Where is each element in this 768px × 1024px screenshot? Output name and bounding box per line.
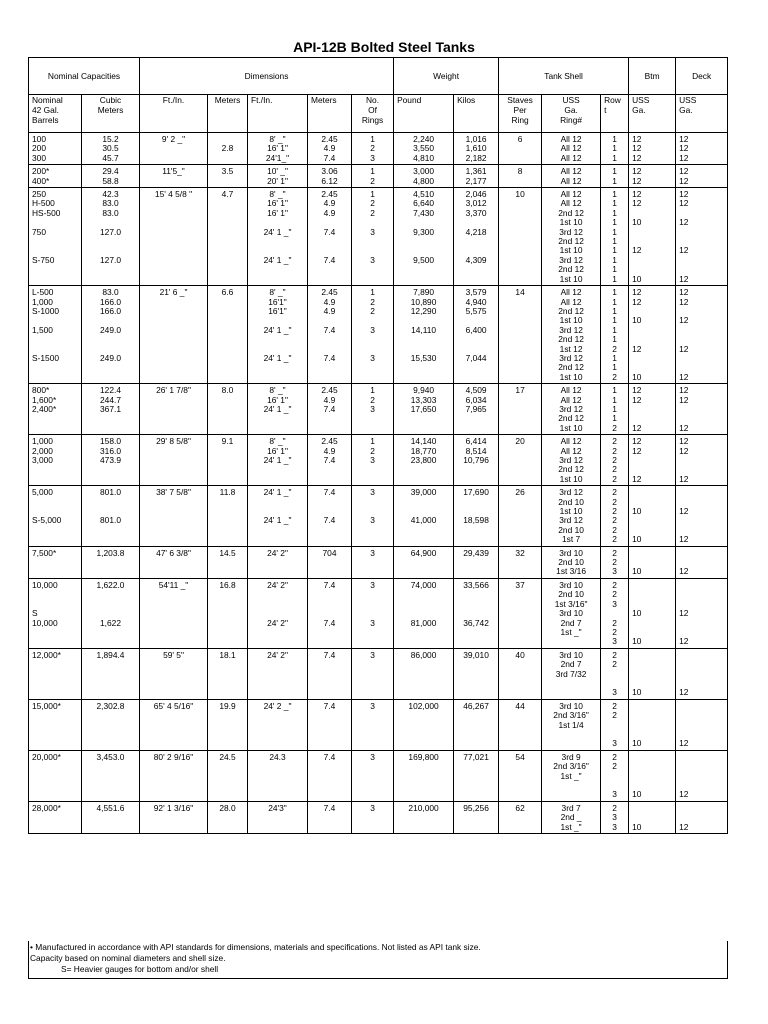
- group-header-tank-shell: Tank Shell: [499, 58, 629, 95]
- cell-nominal-barrels: 10,000 S 10,000: [29, 578, 82, 648]
- cell-cubic-meters: 15.2 30.5 45.7: [82, 133, 140, 165]
- cell-height-ftin: 8' _" 16' 1" 16' 1" 24' 1 _" 24' 1 _": [248, 188, 308, 286]
- sub-header-uss-ga-ring: USS Ga. Ring#: [542, 95, 601, 133]
- cell-btm-uss-ga: 10 10: [629, 578, 676, 648]
- cell-deck-uss-ga: 12 12 12 12 12: [676, 286, 728, 384]
- cell-staves-per-ring: 44: [499, 699, 542, 750]
- cell-weight-kilos: 1,361 2,177: [454, 165, 499, 188]
- sub-header-height-meters: Meters: [308, 95, 352, 133]
- cell-height-ftin: 24' 2 _": [248, 699, 308, 750]
- cell-weight-kilos: 95,256: [454, 801, 499, 833]
- cell-deck-uss-ga: 12: [676, 801, 728, 833]
- cell-row: 2 2 3: [601, 699, 629, 750]
- sub-header-diameter-meters: Meters: [208, 95, 248, 133]
- cell-uss-ga-ring: All 12 All 12 2nd 12 1st 10 3rd 12 2nd 12 1st 12 3rd 12 2nd 12 1st 10: [542, 286, 601, 384]
- cell-uss-ga-ring: All 12 All 12 3rd 12 2nd 12 1st 10: [542, 435, 601, 486]
- cell-nominal-barrels: 28,000*: [29, 801, 82, 833]
- cell-btm-uss-ga: 12 12 10 12 10: [629, 286, 676, 384]
- group-header-deck: Deck: [676, 58, 728, 95]
- cell-weight-pound: 4,510 6,640 7,430 9,300 9,500: [394, 188, 454, 286]
- sub-header-rings: No. Of Rings: [352, 95, 394, 133]
- cell-btm-uss-ga: 10: [629, 546, 676, 578]
- cell-rings: 3 3: [352, 486, 394, 546]
- cell-deck-uss-ga: 12: [676, 546, 728, 578]
- cell-rings: 3: [352, 699, 394, 750]
- table-row: [29, 750, 728, 801]
- cell-row: 1 1 1 1 1 1 1 1 1 1: [601, 188, 629, 286]
- cell-height-ftin: 8' _" 16' 1" 24' 1 _": [248, 384, 308, 435]
- cell-diameter-ftin: 38' 7 5/8": [140, 486, 208, 546]
- table-row: [29, 165, 728, 188]
- sub-header-height-ftin: Ft./In.: [248, 95, 308, 133]
- cell-diameter-meters: 16.8: [208, 578, 248, 648]
- cell-uss-ga-ring: 3rd 12 2nd 10 1st 10 3rd 12 2nd 10 1st 7: [542, 486, 601, 546]
- cell-height-ftin: 24' 2": [248, 648, 308, 699]
- sub-header-btm-uss-ga: USS Ga.: [629, 95, 676, 133]
- cell-cubic-meters: 3,453.0: [82, 750, 140, 801]
- cell-height-meters: 7.4 7.4: [308, 486, 352, 546]
- cell-cubic-meters: 801.0 801.0: [82, 486, 140, 546]
- cell-weight-kilos: 29,439: [454, 546, 499, 578]
- cell-staves-per-ring: 37: [499, 578, 542, 648]
- cell-weight-kilos: 2,046 3,012 3,370 4,218 4,309: [454, 188, 499, 286]
- cell-cubic-meters: 2,302.8: [82, 699, 140, 750]
- cell-row: 1 1 1 1 2: [601, 384, 629, 435]
- cell-cubic-meters: 158.0 316.0 473.9: [82, 435, 140, 486]
- table-row: [29, 133, 728, 165]
- group-header-dimensions: Dimensions: [140, 58, 394, 95]
- sub-header-cubic-meters: Cubic Meters: [82, 95, 140, 133]
- cell-uss-ga-ring: 3rd 10 2nd 7 3rd 7/32: [542, 648, 601, 699]
- cell-weight-pound: 210,000: [394, 801, 454, 833]
- cell-diameter-meters: 18.1: [208, 648, 248, 699]
- cell-deck-uss-ga: 12 12: [676, 165, 728, 188]
- cell-weight-pound: 39,000 41,000: [394, 486, 454, 546]
- cell-staves-per-ring: 40: [499, 648, 542, 699]
- cell-weight-kilos: 17,690 18,598: [454, 486, 499, 546]
- cell-row: 1 1 1: [601, 133, 629, 165]
- cell-nominal-barrels: 5,000 S-5,000: [29, 486, 82, 546]
- cell-diameter-ftin: 15' 4 5/8 ": [140, 188, 208, 286]
- group-header-btm: Btm: [629, 58, 676, 95]
- cell-staves-per-ring: 26: [499, 486, 542, 546]
- sub-header-row: [29, 95, 728, 133]
- cell-height-meters: 3.06 6.12: [308, 165, 352, 188]
- sub-header-weight-kilos: Kilos: [454, 95, 499, 133]
- cell-rings: 1 2 2 3 3: [352, 286, 394, 384]
- cell-row: 2 2 3: [601, 750, 629, 801]
- cell-deck-uss-ga: 12: [676, 750, 728, 801]
- cell-staves-per-ring: 14: [499, 286, 542, 384]
- cell-height-ftin: 24.3: [248, 750, 308, 801]
- table-body: [29, 95, 728, 834]
- cell-rings: 3 3: [352, 578, 394, 648]
- cell-btm-uss-ga: 12 12 12: [629, 133, 676, 165]
- cell-weight-kilos: 4,509 6,034 7,965: [454, 384, 499, 435]
- tank-spec-table: [28, 57, 728, 834]
- cell-weight-pound: 14,140 18,770 23,800: [394, 435, 454, 486]
- cell-height-meters: 7.4: [308, 699, 352, 750]
- cell-btm-uss-ga: 10: [629, 648, 676, 699]
- cell-cubic-meters: 1,203.8: [82, 546, 140, 578]
- cell-row: 1 1: [601, 165, 629, 188]
- cell-btm-uss-ga: 12 12 10 12 10: [629, 188, 676, 286]
- table-row: [29, 801, 728, 833]
- cell-uss-ga-ring: 3rd 10 2nd 3/16" 1st 1/4: [542, 699, 601, 750]
- table-row: [29, 384, 728, 435]
- cell-weight-pound: 9,940 13,303 17,650: [394, 384, 454, 435]
- cell-staves-per-ring: 8: [499, 165, 542, 188]
- cell-height-meters: 2.45 4.9 4.9 7.4 7.4: [308, 286, 352, 384]
- cell-nominal-barrels: 1,000 2,000 3,000: [29, 435, 82, 486]
- cell-height-ftin: 8' _" 16' 1" 24'1_": [248, 133, 308, 165]
- cell-uss-ga-ring: 3rd 9 2nd 3/16" 1st _": [542, 750, 601, 801]
- cell-btm-uss-ga: 10: [629, 699, 676, 750]
- cell-nominal-barrels: 100 200 300: [29, 133, 82, 165]
- cell-height-ftin: 24' 2": [248, 546, 308, 578]
- cell-row: 2 2 3 2 2 3: [601, 578, 629, 648]
- sub-header-row: Row t: [601, 95, 629, 133]
- cell-weight-pound: 169,800: [394, 750, 454, 801]
- cell-btm-uss-ga: 12 12 12: [629, 435, 676, 486]
- footnote-capacity: Capacity based on nominal diameters and shell size.: [30, 953, 226, 963]
- footnotes: [28, 941, 728, 979]
- table-row: [29, 699, 728, 750]
- cell-cubic-meters: 83.0 166.0 166.0 249.0 249.0: [82, 286, 140, 384]
- cell-diameter-meters: 24.5: [208, 750, 248, 801]
- sub-header-nominal-barrels: Nominal 42 Gal. Barrels: [29, 95, 82, 133]
- cell-btm-uss-ga: 10: [629, 801, 676, 833]
- cell-rings: 3: [352, 648, 394, 699]
- cell-weight-pound: 3,000 4,800: [394, 165, 454, 188]
- cell-height-ftin: 8' _" 16' 1" 24' 1 _": [248, 435, 308, 486]
- cell-cubic-meters: 122.4 244.7 367.1: [82, 384, 140, 435]
- cell-staves-per-ring: 17: [499, 384, 542, 435]
- cell-staves-per-ring: 10: [499, 188, 542, 286]
- cell-staves-per-ring: 6: [499, 133, 542, 165]
- table-row: [29, 286, 728, 384]
- cell-cubic-meters: 29.4 58.8: [82, 165, 140, 188]
- cell-weight-kilos: 39,010: [454, 648, 499, 699]
- cell-height-meters: 2.45 4.9 4.9 7.4 7.4: [308, 188, 352, 286]
- cell-uss-ga-ring: All 12 All 12 All 12: [542, 133, 601, 165]
- cell-diameter-ftin: 29' 8 5/8": [140, 435, 208, 486]
- cell-cubic-meters: 1,622.0 1,622: [82, 578, 140, 648]
- cell-row: 1 1 1 1 1 1 2 1 1 2: [601, 286, 629, 384]
- cell-weight-pound: 102,000: [394, 699, 454, 750]
- cell-diameter-meters: 19.9: [208, 699, 248, 750]
- cell-nominal-barrels: 15,000*: [29, 699, 82, 750]
- cell-rings: 1 2 2 3 3: [352, 188, 394, 286]
- group-header-weight: Weight: [394, 58, 499, 95]
- cell-uss-ga-ring: 3rd 10 2nd 10 1st 3/16" 3rd 10 2nd 7 1st _": [542, 578, 601, 648]
- cell-deck-uss-ga: 12: [676, 648, 728, 699]
- cell-height-ftin: 8' _" 16'1" 16'1" 24' 1 _" 24' 1 _": [248, 286, 308, 384]
- cell-height-meters: 2.45 4.9 7.4: [308, 384, 352, 435]
- sub-header-deck-uss-ga: USS Ga.: [676, 95, 728, 133]
- cell-height-ftin: 24' 1 _" 24' 1 _": [248, 486, 308, 546]
- footnote-api: • Manufactured in accordance with API standards for dimensions, materials and specifications. Not listed as API tank size.: [30, 942, 481, 952]
- cell-nominal-barrels: 7,500*: [29, 546, 82, 578]
- cell-height-meters: 7.4 7.4: [308, 578, 352, 648]
- table-row: [29, 486, 728, 546]
- cell-weight-kilos: 3,579 4,940 5,575 6,400 7,044: [454, 286, 499, 384]
- cell-diameter-ftin: 59' 5": [140, 648, 208, 699]
- cell-weight-kilos: 1,016 1,610 2,182: [454, 133, 499, 165]
- cell-height-ftin: 24'3": [248, 801, 308, 833]
- cell-weight-kilos: 33,566 36,742: [454, 578, 499, 648]
- group-header-row: [29, 58, 728, 95]
- cell-deck-uss-ga: 12: [676, 699, 728, 750]
- cell-height-meters: 7.4: [308, 750, 352, 801]
- cell-weight-pound: 7,890 10,890 12,290 14,110 15,530: [394, 286, 454, 384]
- table-row: [29, 648, 728, 699]
- cell-uss-ga-ring: 3rd 7 2nd _ 1st _": [542, 801, 601, 833]
- cell-diameter-meters: 3.5: [208, 165, 248, 188]
- cell-uss-ga-ring: All 12 All 12 3rd 12 2nd 12 1st 10: [542, 384, 601, 435]
- table-row: [29, 578, 728, 648]
- sub-header-diameter-ftin: Ft./In.: [140, 95, 208, 133]
- cell-diameter-meters: 4.7: [208, 188, 248, 286]
- cell-diameter-ftin: 9' 2 _": [140, 133, 208, 165]
- cell-rings: 3: [352, 546, 394, 578]
- cell-row: 2 2 2 2 2: [601, 435, 629, 486]
- cell-rings: 1 2 3: [352, 435, 394, 486]
- cell-weight-pound: 74,000 81,000: [394, 578, 454, 648]
- cell-diameter-meters: 11.8: [208, 486, 248, 546]
- cell-rings: 1 2: [352, 165, 394, 188]
- cell-height-ftin: 10' _" 20' 1": [248, 165, 308, 188]
- cell-diameter-meters: 6.6: [208, 286, 248, 384]
- cell-diameter-ftin: 65' 4 5/16": [140, 699, 208, 750]
- cell-weight-pound: 86,000: [394, 648, 454, 699]
- cell-height-meters: 2.45 4.9 7.4: [308, 435, 352, 486]
- cell-deck-uss-ga: 12 12 12: [676, 435, 728, 486]
- cell-uss-ga-ring: All 12 All 12 2nd 12 1st 10 3rd 12 2nd 12 1st 10 3rd 12 2nd 12 1st 10: [542, 188, 601, 286]
- cell-rings: 1 2 3: [352, 384, 394, 435]
- cell-staves-per-ring: 62: [499, 801, 542, 833]
- table-row: [29, 546, 728, 578]
- cell-deck-uss-ga: 12 12 12 12 12: [676, 188, 728, 286]
- cell-deck-uss-ga: 12 12 12: [676, 384, 728, 435]
- cell-row: 2 3 3: [601, 801, 629, 833]
- table-row: [29, 188, 728, 286]
- cell-nominal-barrels: 200* 400*: [29, 165, 82, 188]
- cell-btm-uss-ga: 12 12: [629, 165, 676, 188]
- footnote-heavier-gauges: S= Heavier gauges for bottom and/or shell: [61, 964, 219, 974]
- cell-row: 2 2 3: [601, 648, 629, 699]
- cell-row: 2 2 3: [601, 546, 629, 578]
- cell-weight-kilos: 46,267: [454, 699, 499, 750]
- cell-deck-uss-ga: 12 12: [676, 578, 728, 648]
- cell-height-ftin: 24' 2" 24' 2": [248, 578, 308, 648]
- cell-nominal-barrels: 12,000*: [29, 648, 82, 699]
- cell-diameter-meters: 2.8: [208, 133, 248, 165]
- cell-nominal-barrels: 250 H-500 HS-500 750 S-750: [29, 188, 82, 286]
- sub-header-staves-per-ring: Staves Per Ring: [499, 95, 542, 133]
- cell-cubic-meters: 42.3 83.0 83.0 127.0 127.0: [82, 188, 140, 286]
- cell-nominal-barrels: 800* 1,600* 2,400*: [29, 384, 82, 435]
- cell-rings: 3: [352, 801, 394, 833]
- cell-height-meters: 7.4: [308, 801, 352, 833]
- cell-deck-uss-ga: 12 12 12: [676, 133, 728, 165]
- sub-header-weight-pound: Pound: [394, 95, 454, 133]
- cell-staves-per-ring: 32: [499, 546, 542, 578]
- group-header-nominal-capacities: Nominal Capacities: [29, 58, 140, 95]
- cell-weight-kilos: 77,021: [454, 750, 499, 801]
- cell-btm-uss-ga: 10: [629, 750, 676, 801]
- cell-uss-ga-ring: All 12 All 12: [542, 165, 601, 188]
- cell-staves-per-ring: 20: [499, 435, 542, 486]
- cell-diameter-meters: 28.0: [208, 801, 248, 833]
- cell-diameter-ftin: 80' 2 9/16": [140, 750, 208, 801]
- cell-height-meters: 704: [308, 546, 352, 578]
- cell-diameter-ftin: 26' 1 7/8": [140, 384, 208, 435]
- cell-rings: 3: [352, 750, 394, 801]
- cell-btm-uss-ga: 10 10: [629, 486, 676, 546]
- cell-btm-uss-ga: 12 12 12: [629, 384, 676, 435]
- cell-height-meters: 2.45 4.9 7.4: [308, 133, 352, 165]
- cell-diameter-ftin: 92' 1 3/16": [140, 801, 208, 833]
- cell-diameter-meters: 9.1: [208, 435, 248, 486]
- cell-diameter-ftin: 21' 6 _": [140, 286, 208, 384]
- cell-diameter-ftin: 47' 6 3/8": [140, 546, 208, 578]
- cell-diameter-meters: 14.5: [208, 546, 248, 578]
- cell-nominal-barrels: L-500 1,000 S-1000 1,500 S-1500: [29, 286, 82, 384]
- cell-row: 2 2 2 2 2 2: [601, 486, 629, 546]
- cell-cubic-meters: 1,894.4: [82, 648, 140, 699]
- table-row: [29, 435, 728, 486]
- cell-diameter-ftin: 54'11 _": [140, 578, 208, 648]
- cell-diameter-meters: 8.0: [208, 384, 248, 435]
- cell-staves-per-ring: 54: [499, 750, 542, 801]
- cell-weight-kilos: 6,414 8,514 10,796: [454, 435, 499, 486]
- cell-height-meters: 7.4: [308, 648, 352, 699]
- cell-uss-ga-ring: 3rd 10 2nd 10 1st 3/16: [542, 546, 601, 578]
- cell-weight-pound: 2,240 3,550 4,810: [394, 133, 454, 165]
- cell-nominal-barrels: 20,000*: [29, 750, 82, 801]
- cell-diameter-ftin: 11'5_": [140, 165, 208, 188]
- cell-weight-pound: 64,900: [394, 546, 454, 578]
- cell-deck-uss-ga: 12 12: [676, 486, 728, 546]
- cell-cubic-meters: 4,551.6: [82, 801, 140, 833]
- cell-rings: 1 2 3: [352, 133, 394, 165]
- page-title: API-12B Bolted Steel Tanks: [293, 39, 475, 55]
